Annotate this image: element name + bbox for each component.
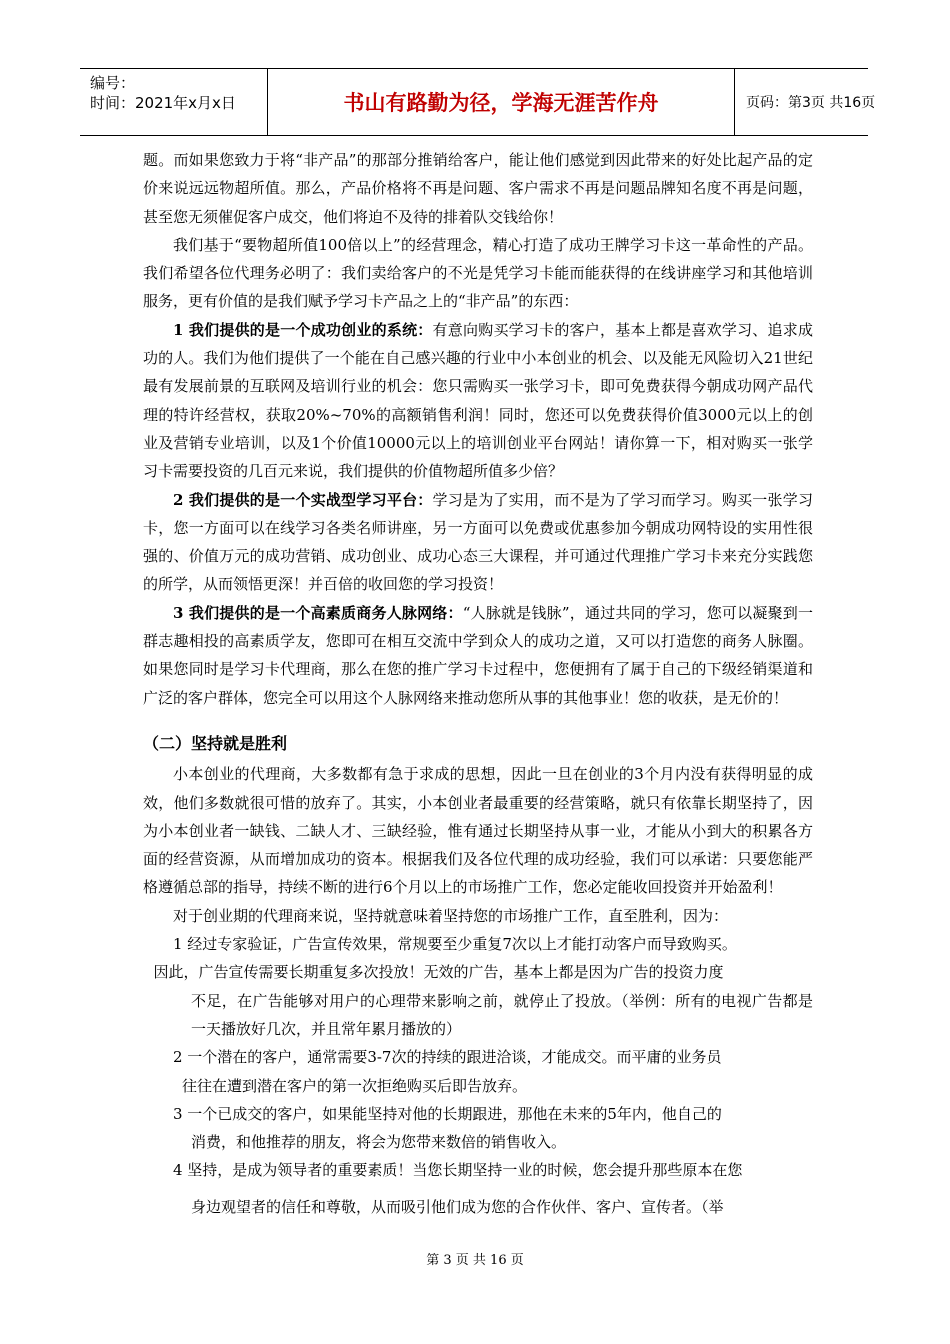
numbered-point bbox=[143, 486, 813, 599]
point-title: 1 我们提供的是一个成功创业的系统： bbox=[173, 320, 433, 339]
point-text: 学习是为了实用，而不是为了学习而学习。购买一张学习卡，您一方面可以在线学习各类名师讲座，另一方面可以免费或优惠参加今朝成功网特设的实用性很强的、价值万元的成功营销、成功创业、成功心态三大课程，并可通过代理推广学习卡来充分实践您的所学，从而领悟更深！并百倍的收回您的学习投资！ bbox=[143, 490, 813, 594]
point-text: 有意向购买学习卡的客户，基本上都是喜欢学习、追求成功的人。我们为他们提供了一个能在自己感兴趣的行业中小本创业的机会、以及能无风险切入21世纪最有发展前景的互联网及培训行业的机会：您只需购买一张学习卡，即可免费获得今朝成功网产品代理的特许经营权，获取20%~70%的高额销售利润！同时，您还可以免费获得价值3000元以上的创业及营销专业培训，以及1个价值10000元以上的培训创业平台网站！请你算一下，相对购买一张学习卡需要投资的几百元来说，我们提供的价值物超所值多少倍？ bbox=[143, 320, 813, 481]
numbered-point bbox=[143, 599, 813, 712]
paragraph: 小本创业的代理商，大多数都有急于求成的思想，因此一旦在创业的3个月内没有获得明显的成效，他们多数就很可惜的放弃了。其实，小本创业者最重要的经营策略，就只有依靠长期坚持了，因为小本创业者一缺钱、二缺人才、三缺经验，惟有通过长期坚持从事一业，才能从小到大的积累各方面的经营资源，从而增加成功的资本。根据我们及各位代理的成功经验，我们可以承诺：只要您能严格遵循总部的指导，持续不断的进行6个月以上的市场推广工作，您必定能收回投资并开始盈利！ bbox=[143, 765, 813, 897]
numbered-point bbox=[143, 316, 813, 486]
point-title: 2 我们提供的是一个实战型学习平台： bbox=[173, 490, 433, 509]
list-line: 消费，和他推荐的朋友，将会为您带来数倍的销售收入。 bbox=[191, 1133, 567, 1152]
document-body bbox=[143, 146, 813, 1221]
doc-time-label: 时间：2021年x月x日 bbox=[90, 94, 236, 112]
section-heading: （二）坚持就是胜利 bbox=[143, 733, 288, 753]
list-line: 往往在遭到潜在客户的第一次拒绝购买后即告放弃。 bbox=[182, 1076, 528, 1095]
list-line: 身边观望者的信任和尊敬，从而吸引他们成为您的合作伙伴、客户、宣传者。（举 bbox=[191, 1197, 724, 1216]
page-footer: 第 3 页 共 16 页 bbox=[426, 1253, 524, 1268]
list-line: 不足，在广告能够对用户的心理带来影响之前，就停止了投放。（举例：所有的电视广告都是一天播放好几次，并且常年累月播放的） bbox=[191, 991, 813, 1038]
list-item bbox=[143, 930, 813, 1043]
list-line: 因此，广告宣传需要长期重复多次投放！无效的广告，基本上都是因为广告的投资力度 bbox=[153, 963, 724, 982]
header-motto: 书山有路勤为径，学海无涯苦作舟 bbox=[268, 69, 735, 135]
list-item bbox=[143, 1043, 813, 1100]
header-meta bbox=[80, 69, 268, 135]
list-line: 3 一个已成交的客户，如果能坚持对他的长期跟进，那他在未来的5年内，他自己的 bbox=[173, 1104, 722, 1123]
doc-number-label: 编号： bbox=[90, 74, 136, 92]
list-item bbox=[143, 1100, 813, 1157]
list-line: 1 经过专家验证，广告宣传效果，常规要至少重复7次以上才能打动客户而导致购买。 bbox=[173, 935, 737, 954]
point-title: 3 我们提供的是一个高素质商务人脉网络： bbox=[173, 603, 463, 622]
paragraph: 对于创业期的代理商来说，坚持就意味着坚持您的市场推广工作，直至胜利，因为： bbox=[173, 906, 729, 925]
paragraph: 题。而如果您致力于将“非产品”的那部分推销给客户，能让他们感觉到因此带来的好处比起产品的定价来说远远物超所值。那么，产品价格将不再是问题、客户需求不再是问题品牌知名度不再是问题，甚至您无须催促客户成交，他们将迫不及待的排着队交钱给你！ bbox=[143, 151, 813, 226]
header-page-info: 页码：第3页 共16页 bbox=[746, 95, 876, 111]
list-item bbox=[143, 1156, 813, 1221]
list-line: 2 一个潜在的客户，通常需要3-7次的持续的跟进洽谈，才能成交。而平庸的业务员 bbox=[173, 1048, 722, 1067]
page-header bbox=[80, 68, 876, 136]
list-line: 4 坚持，是成为领导者的重要素质！当您长期坚持一业的时候，您会提升那些原本在您 bbox=[173, 1161, 743, 1180]
point-text: “人脉就是钱脉”，通过共同的学习，您可以凝聚到一群志趣相投的高素质学友，您即可在相互交流中学到众人的成功之道，又可以打造您的商务人脉圈。如果您同时是学习卡代理商，那么在您的推广学习卡过程中，您便拥有了属于自己的下级经销渠道和广泛的客户群体，您完全可以用这个人脉网络来推动您所从事的其他事业！您的收获，是无价的！ bbox=[143, 603, 813, 707]
paragraph: 我们基于“要物超所值100倍以上”的经营理念，精心打造了成功王牌学习卡这一革命性的产品。我们希望各位代理务必明了：我们卖给客户的不光是凭学习卡能而能获得的在线讲座学习和其他培训服务，更有价值的是我们赋予学习卡产品之上的“非产品”的东西： bbox=[143, 235, 813, 311]
